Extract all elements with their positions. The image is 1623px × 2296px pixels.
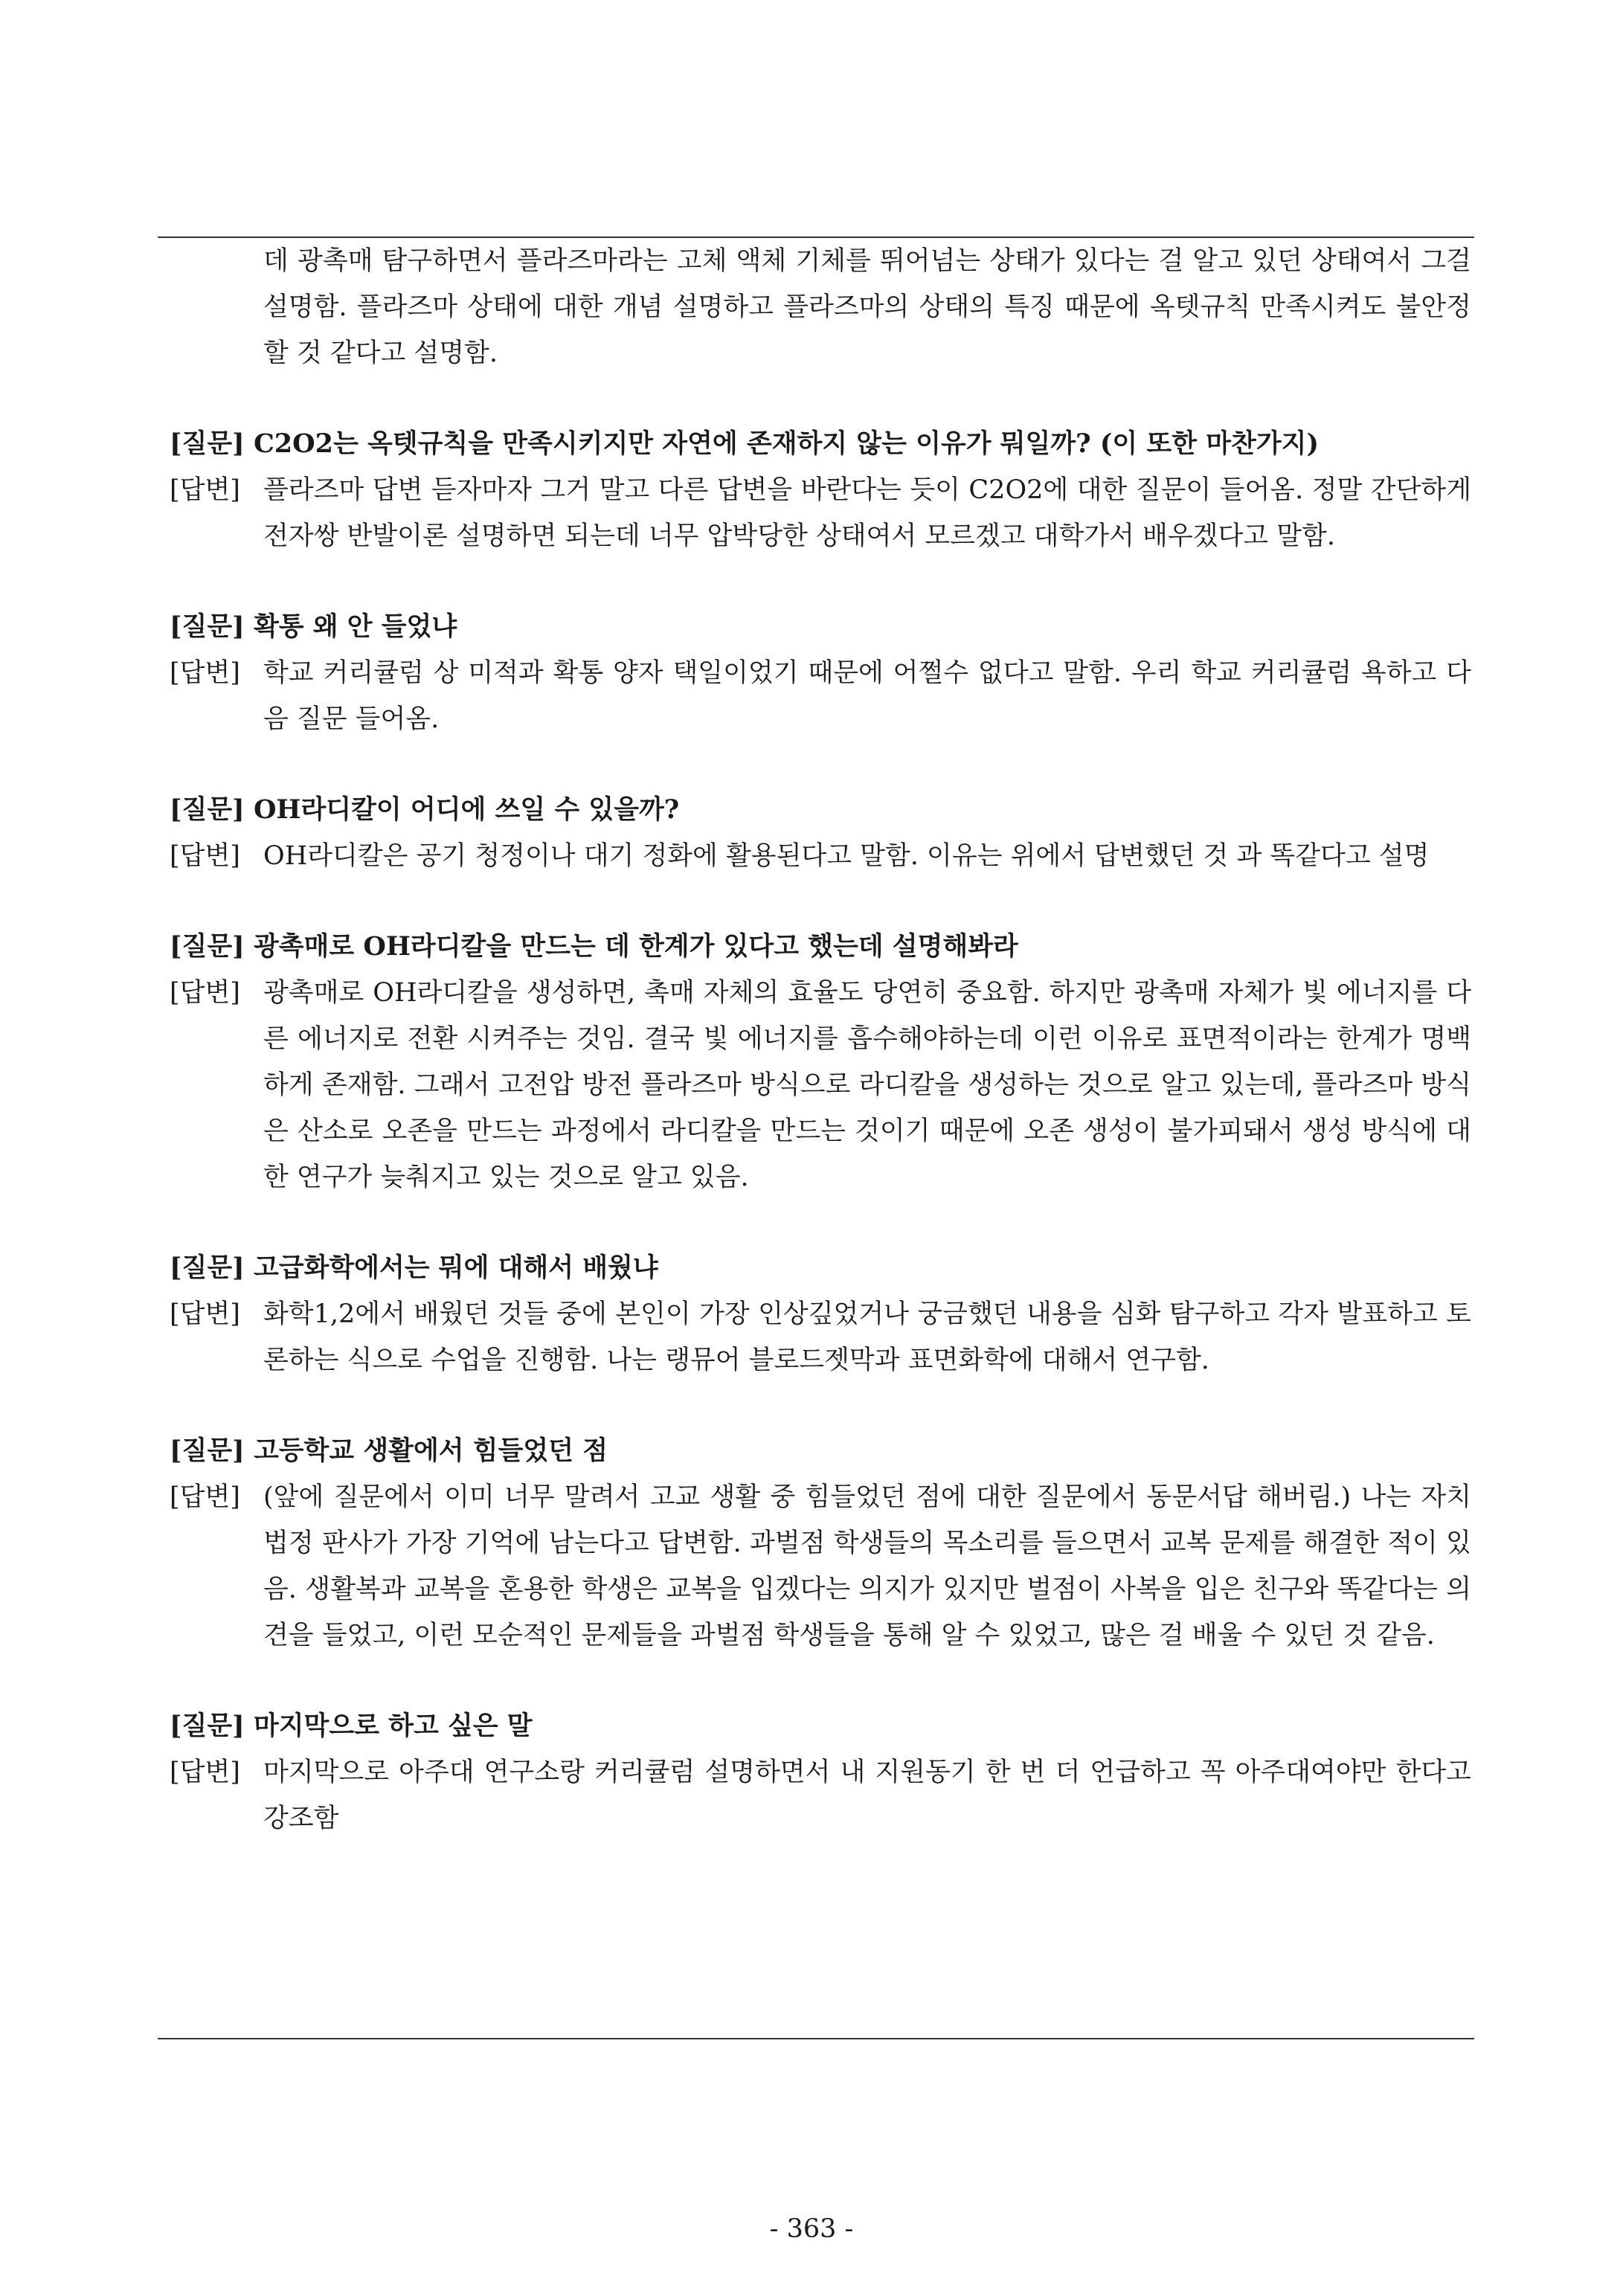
answer-block bbox=[170, 467, 1471, 559]
answer-block bbox=[170, 1474, 1471, 1659]
answer-tag: [답변] bbox=[170, 978, 240, 1008]
question-line bbox=[170, 924, 1471, 970]
answer-text: 광촉매로 OH라디칼을 생성하면, 촉매 자체의 효율도 당연히 중요함. 하지만 광촉매 자체가 빛 에너지를 다른 에너지로 전환 시켜주는 것임. 결국 빛 에너지를 흡수해야하는데 이런 이유로 표면적이라는 한계가 명백하게 존재함. 그래서 고전압 방전 플라즈마 방식으로 라디칼을 생성하는 것으로 알고 있는데, 플라즈마 방식은 산소로 오존을 만드는 과정에서 라디칼을 만드는 것이기 때문에 오존 생성이 불가피돼서 생성 방식에 대한 연구가 늦춰지고 있는 것으로 알고 있음. bbox=[263, 978, 1471, 1192]
question-tag: [질문] bbox=[170, 611, 245, 642]
question-line bbox=[170, 1703, 1471, 1749]
qa-block bbox=[170, 1703, 1471, 1842]
qa-block bbox=[170, 604, 1471, 742]
answer-tag: [답변] bbox=[170, 1299, 240, 1329]
question-tag: [질문] bbox=[170, 794, 245, 825]
answer-text: OH라디칼은 공기 청정이나 대기 정화에 활용된다고 말함. 이유는 위에서 답변했던 것 과 똑같다고 설명 bbox=[263, 841, 1430, 871]
page-number: - 363 - bbox=[769, 2214, 854, 2244]
qa-block bbox=[170, 1245, 1471, 1383]
answer-text: 플라즈마 답변 듣자마자 그거 말고 다른 답변을 바란다는 듯이 C2O2에 대한 질문이 들어옴. 정말 간단하게 전자쌍 반발이론 설명하면 되는데 너무 압박당한 상태여서 모르겠고 대학가서 배우겠다고 말함. bbox=[263, 475, 1471, 551]
question-tag: [질문] bbox=[170, 1435, 245, 1466]
answer-text: 학교 커리큘럼 상 미적과 확통 양자 택일이었기 때문에 어쩔수 없다고 말함. 우리 학교 커리큘럼 욕하고 다음 질문 들어옴. bbox=[263, 658, 1471, 734]
document-body bbox=[170, 238, 1471, 1842]
question-tag: [질문] bbox=[170, 931, 245, 962]
answer-text: 마지막으로 아주대 연구소랑 커리큘럼 설명하면서 내 지원동기 한 번 더 언급하고 꼭 아주대여야만 한다고 강조함 bbox=[263, 1758, 1471, 1833]
question-line bbox=[170, 1245, 1471, 1291]
question-tag: [질문] bbox=[170, 428, 245, 459]
intro-paragraph: 데 광촉매 탐구하면서 플라즈마라는 고체 액체 기체를 뛰어넘는 상태가 있다는 걸 알고 있던 상태여서 그걸 설명함. 플라즈마 상태에 대한 개념 설명하고 플라즈마의 상태의 특징 때문에 옥텟규칙 만족시켜도 불안정할 것 같다고 설명함. bbox=[263, 246, 1471, 368]
answer-tag: [답변] bbox=[170, 841, 240, 871]
answer-tag: [답변] bbox=[170, 475, 240, 505]
question-text: C2O2는 옥텟규칙을 만족시키지만 자연에 존재하지 않는 이유가 뭐일까? (이 또한 마찬가지) bbox=[253, 428, 1320, 459]
question-text: 확통 왜 안 들었냐 bbox=[253, 611, 457, 642]
qa-block bbox=[170, 1428, 1471, 1659]
answer-tag: [답변] bbox=[170, 658, 240, 688]
answer-tag: [답변] bbox=[170, 1758, 240, 1787]
qa-block bbox=[170, 924, 1471, 1200]
question-tag: [질문] bbox=[170, 1252, 245, 1283]
answer-block bbox=[170, 970, 1471, 1200]
answer-tag: [답변] bbox=[170, 1482, 240, 1512]
question-line bbox=[170, 787, 1471, 833]
qa-block bbox=[170, 787, 1471, 879]
question-tag: [질문] bbox=[170, 1711, 245, 1741]
question-text: 고등학교 생활에서 힘들었던 점 bbox=[253, 1435, 608, 1466]
answer-block bbox=[170, 1749, 1471, 1842]
question-text: 마지막으로 하고 싶은 말 bbox=[253, 1711, 533, 1741]
question-text: 고급화학에서는 뭐에 대해서 배웠냐 bbox=[253, 1252, 658, 1283]
question-text: OH라디칼이 어디에 쓰일 수 있을까? bbox=[253, 794, 680, 825]
answer-text: (앞에 질문에서 이미 너무 말려서 고교 생활 중 힘들었던 점에 대한 질문에서 동문서답 해버림.) 나는 자치법정 판사가 가장 기억에 남는다고 답변함. 과벌점 학생들의 목소리를 들으면서 교복 문제를 해결한 적이 있음. 생활복과 교복을 혼용한 학생은 교복을 입겠다는 의지가 있지만 벌점이 사복을 입은 친구와 똑같다는 의견을 들었고, 이런 모순적인 문제들을 과벌점 학생들을 통해 알 수 있었고, 많은 걸 배울 수 있던 것 같음. bbox=[263, 1482, 1471, 1650]
question-line bbox=[170, 1428, 1471, 1474]
question-line bbox=[170, 604, 1471, 650]
answer-block bbox=[170, 1291, 1471, 1383]
qa-block bbox=[170, 421, 1471, 559]
question-text: 광촉매로 OH라디칼을 만드는 데 한계가 있다고 했는데 설명해봐라 bbox=[253, 931, 1018, 962]
answer-block bbox=[170, 650, 1471, 742]
question-line bbox=[170, 421, 1471, 467]
answer-block bbox=[170, 833, 1471, 879]
bottom-divider bbox=[158, 2038, 1474, 2039]
answer-text: 화학1,2에서 배웠던 것들 중에 본인이 가장 인상깊었거나 궁금했던 내용을 심화 탐구하고 각자 발표하고 토론하는 식으로 수업을 진행함. 나는 랭뮤어 블로드젯막과 표면화학에 대해서 연구함. bbox=[263, 1299, 1471, 1375]
